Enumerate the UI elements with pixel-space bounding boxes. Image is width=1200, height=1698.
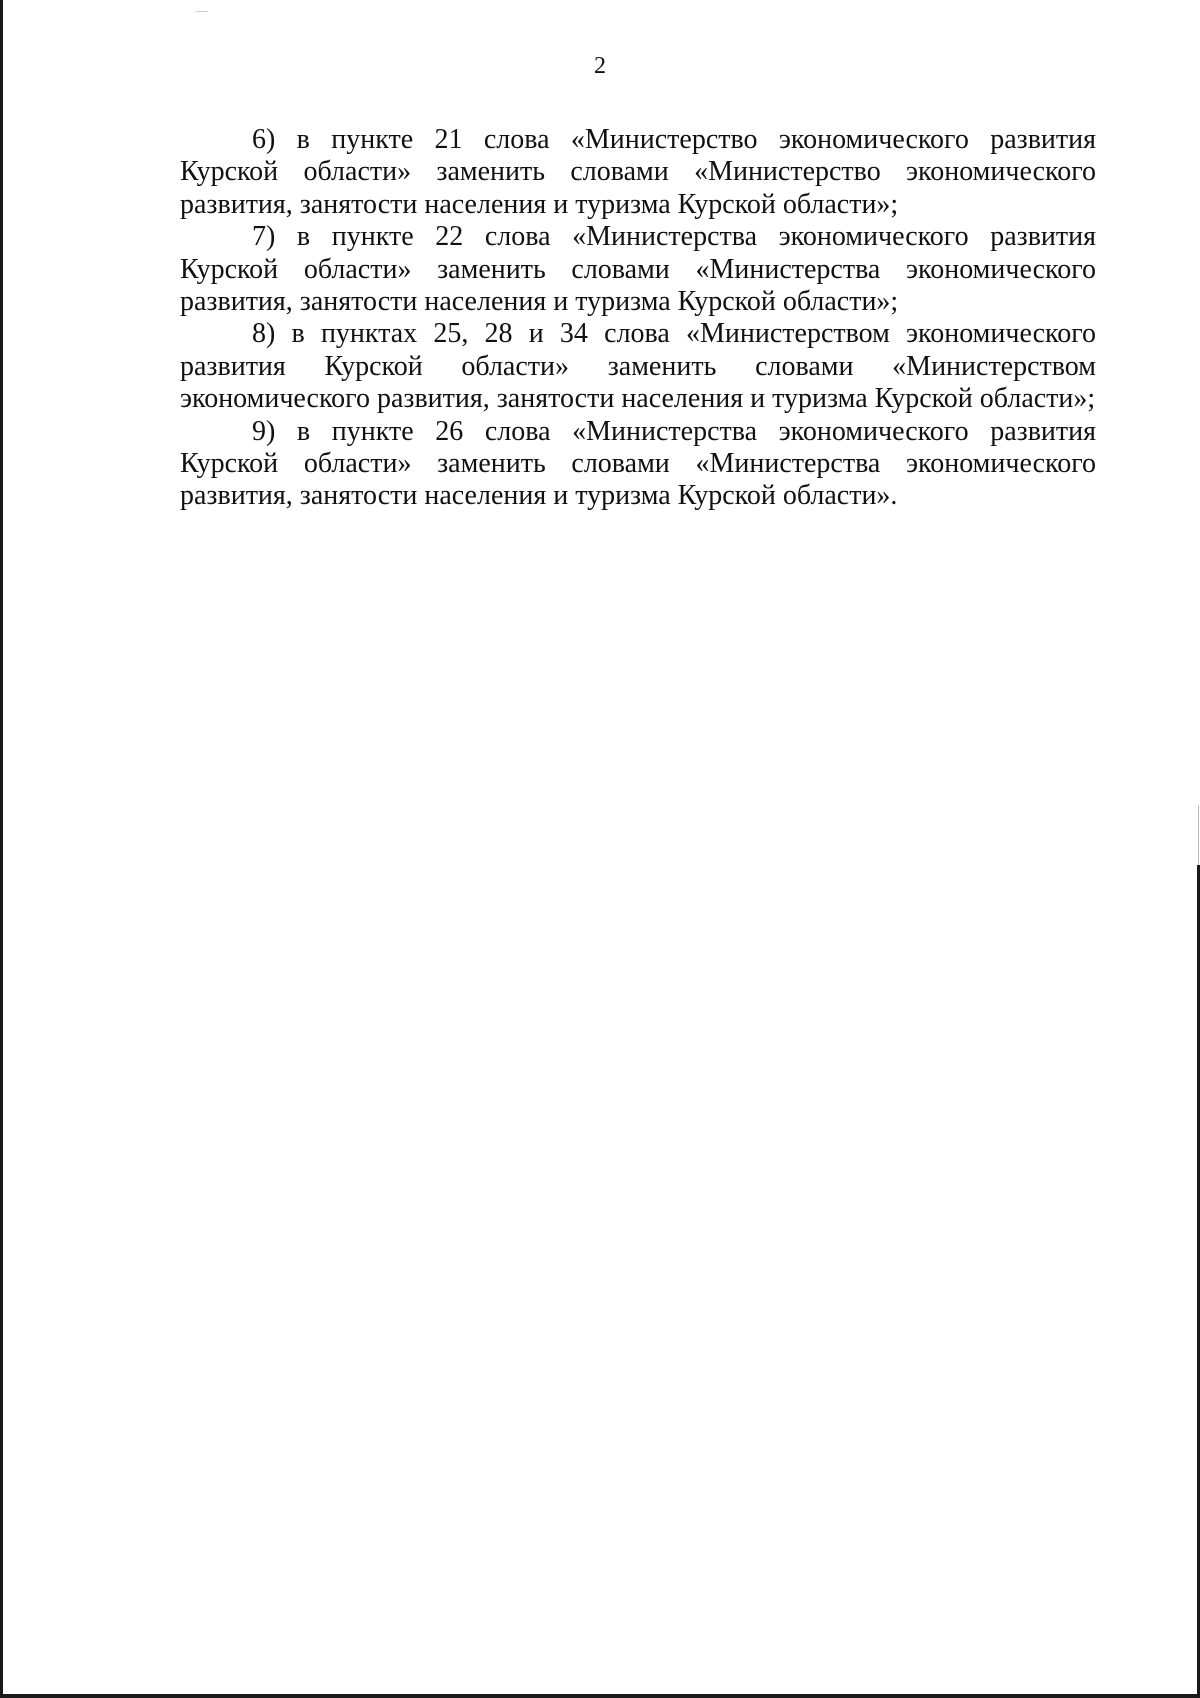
scan-edge-right-faint: [1198, 805, 1199, 865]
page-number: 2: [594, 53, 606, 79]
scan-speck: [196, 11, 208, 12]
scan-edge-left: [0, 0, 3, 1698]
paragraph-item-9: 9) в пункте 26 слова «Министерства экономического развития Курской области» заменить словами «Министерства экономического развития, занятости населения и туризма Курской области».: [180, 415, 1096, 512]
paragraph-item-8: 8) в пунктах 25, 28 и 34 слова «Министерством экономического развития Курской области» заменить словами «Министерством экономического развития, занятости населения и туризма Курской области»;: [180, 318, 1096, 415]
paragraph-item-6: 6) в пункте 21 слова «Министерство экономического развития Курской области» заменить словами «Министерство экономического развития, занятости населения и туризма Курской области»;: [180, 124, 1096, 220]
document-body: [180, 124, 1096, 513]
paragraph-item-7: 7) в пункте 22 слова «Министерства экономического развития Курской области» заменить словами «Министерства экономического развития, занятости населения и туризма Курской области»;: [180, 221, 1096, 318]
scan-edge-bottom: [0, 1694, 1200, 1698]
